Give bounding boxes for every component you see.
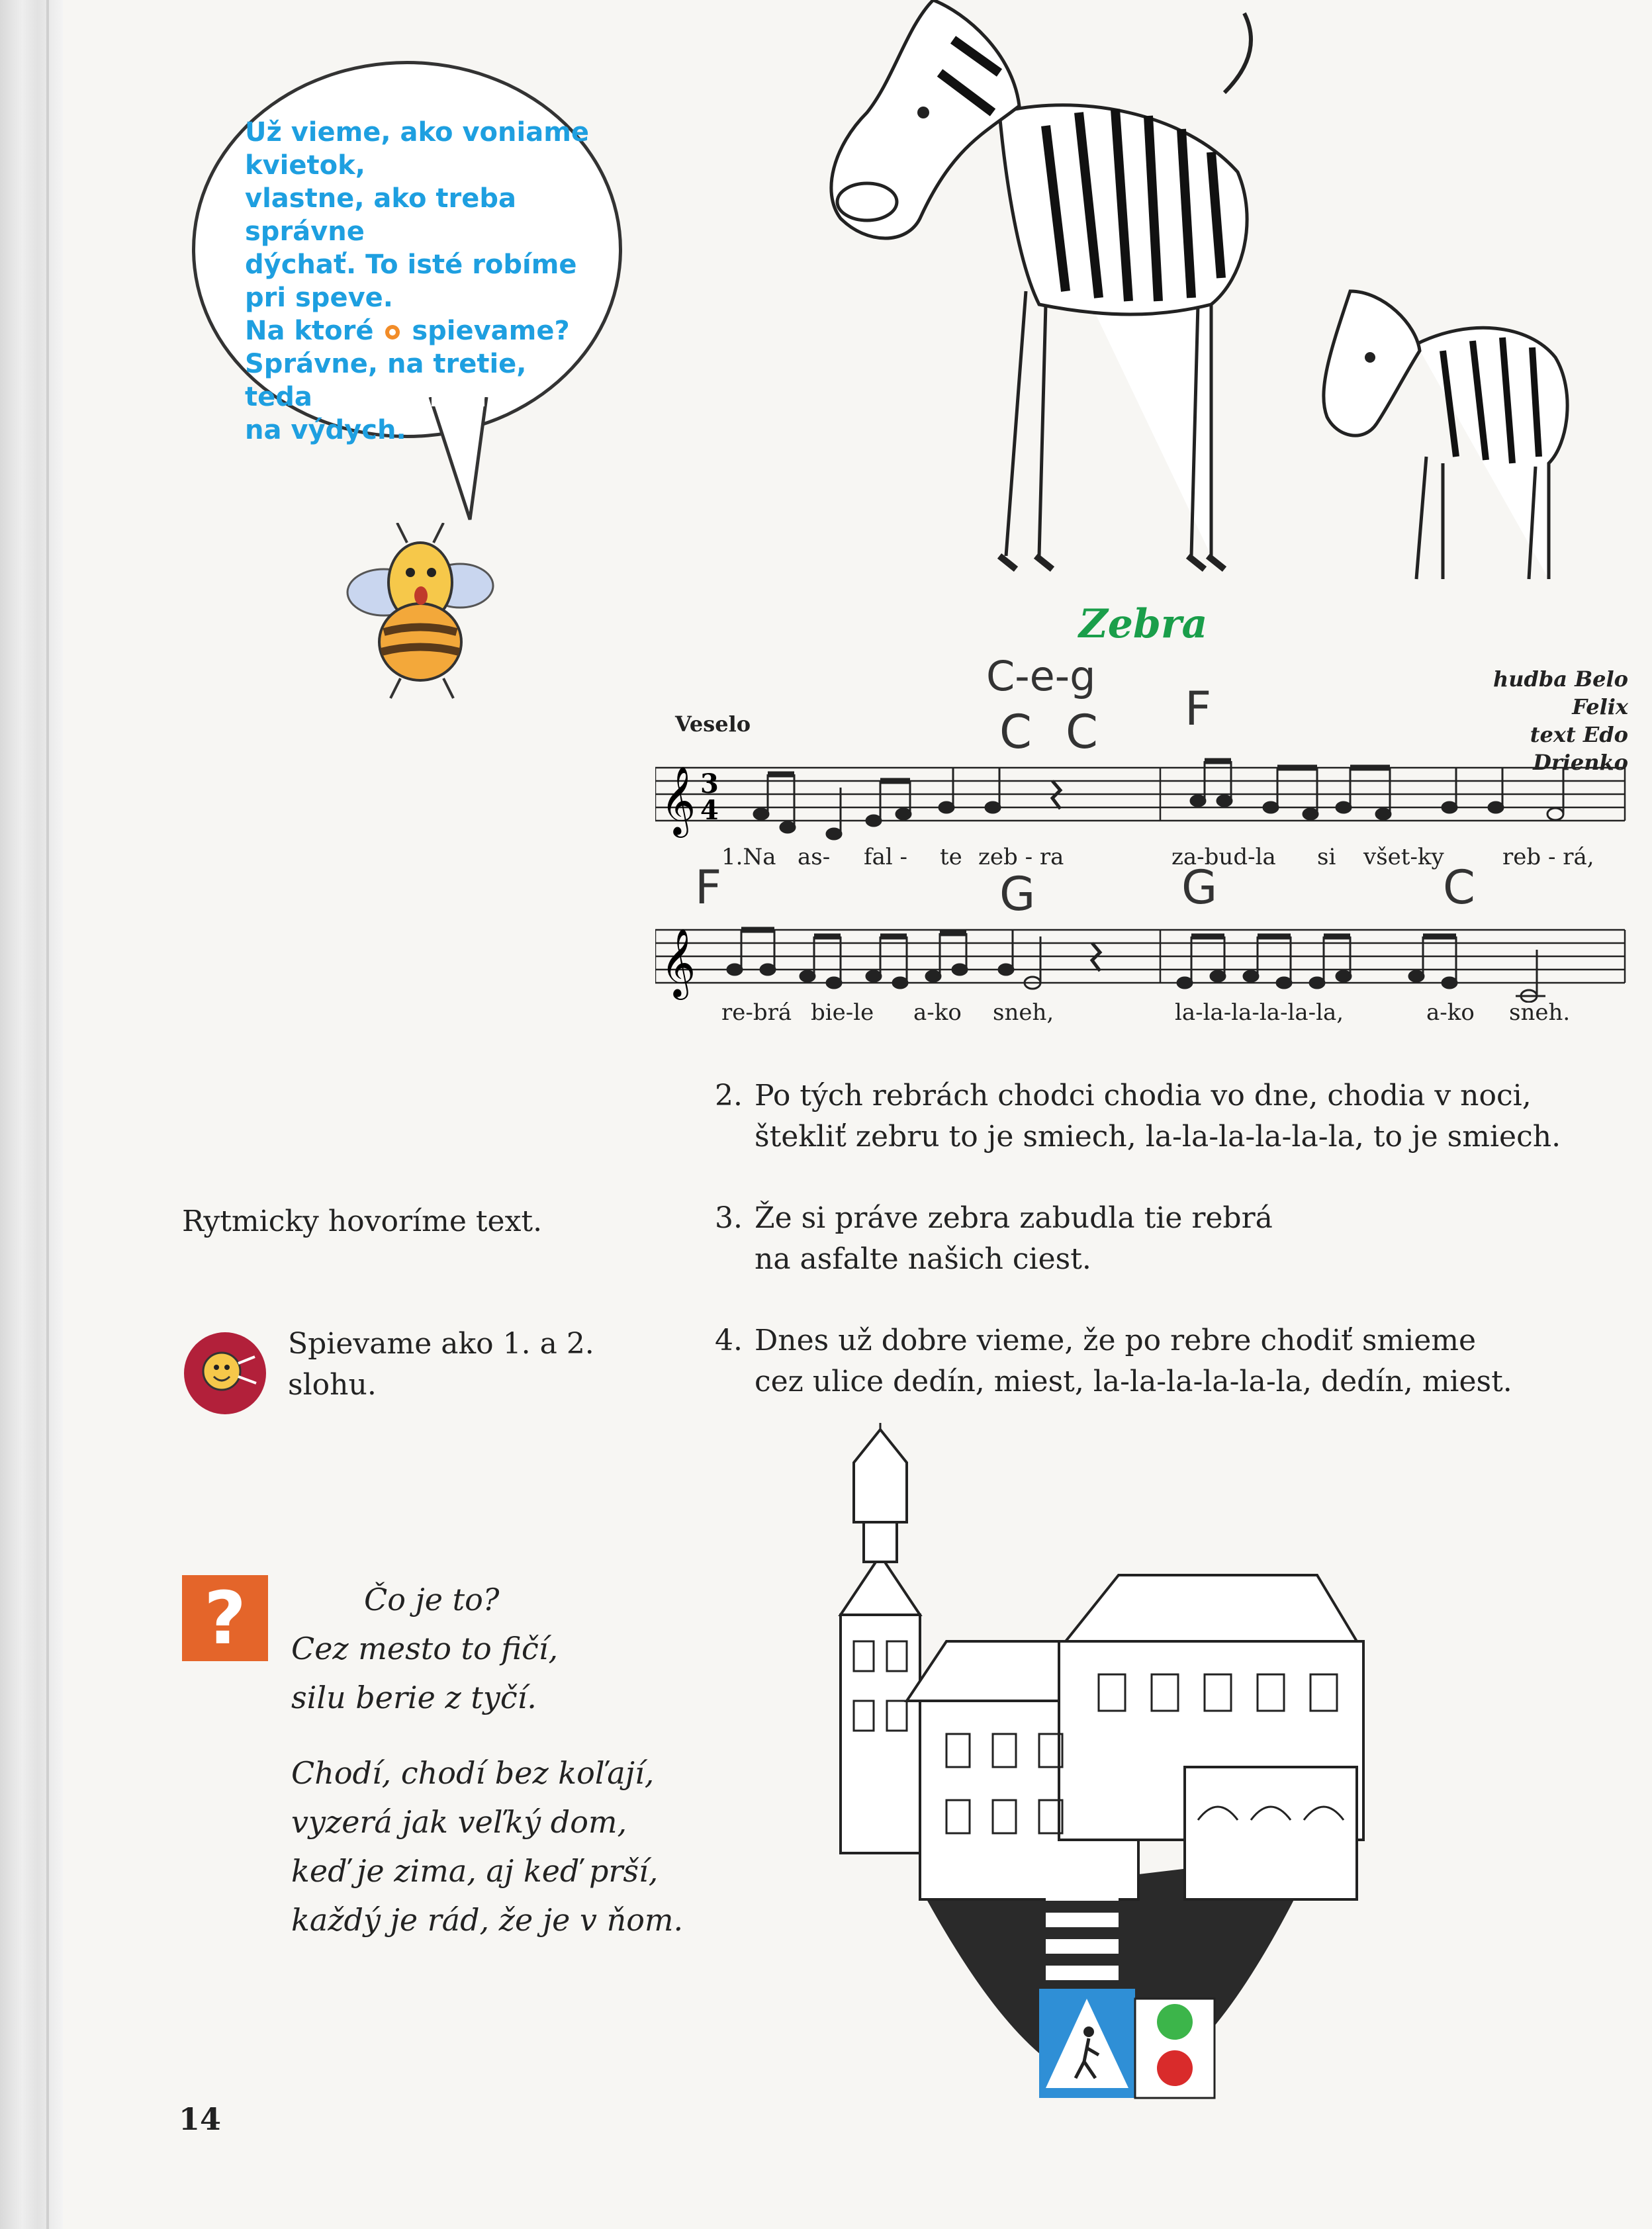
flower-icon xyxy=(383,322,402,342)
lyric: reb - rá, xyxy=(1502,844,1594,870)
bubble-text xyxy=(245,116,589,447)
lyric: 1.Na xyxy=(721,844,776,870)
chord-annotation: G xyxy=(1181,860,1218,915)
lyric: bie-le xyxy=(811,999,874,1026)
verse-line: Že si práve zebra zabudla tie rebrá xyxy=(755,1201,1273,1235)
music-staff-2 xyxy=(655,917,1628,1003)
verse-number: 3. xyxy=(715,1201,743,1235)
verse-line: cez ulice dedín, miest, la-la-la-la-la-la, dedín, miest. xyxy=(755,1365,1512,1398)
riddle-line: vyzerá jak veľký dom, xyxy=(291,1804,627,1840)
bubble-line: Už vieme, ako voniame xyxy=(245,117,589,148)
bubble-line-part: Na ktoré xyxy=(245,316,374,346)
verse-4 xyxy=(715,1320,1512,1402)
bubble-line: na výdych. xyxy=(245,415,406,445)
verse-number: 2. xyxy=(715,1079,743,1113)
zebra-illustration xyxy=(735,0,1397,582)
bubble-line xyxy=(245,314,589,347)
bubble-line: Správne, na tretie, teda xyxy=(245,349,527,412)
lyric: la-la-la-la-la-la, xyxy=(1175,999,1344,1026)
lyric: sneh. xyxy=(1509,999,1571,1026)
chord-annotation: G xyxy=(999,867,1036,921)
lyric: zeb - ra xyxy=(978,844,1064,870)
sing-instruction-line: slohu. xyxy=(288,1368,377,1402)
rhythm-instruction: Rytmicky hovoríme text. xyxy=(182,1205,543,1238)
credit-music: hudba Belo Felix xyxy=(1492,666,1628,719)
riddle-line: Čo je to? xyxy=(364,1582,500,1617)
verse-3 xyxy=(715,1198,1273,1280)
lyric: všet-ky xyxy=(1363,844,1444,870)
lyric: sneh, xyxy=(993,999,1054,1026)
time-signature-top: 3 xyxy=(700,768,719,799)
spine-line xyxy=(46,0,49,2229)
question-mark-icon: ? xyxy=(182,1575,268,1661)
singing-bee-icon xyxy=(182,1330,268,1416)
bubble-line: kvietok, xyxy=(245,150,365,181)
bubble-line: pri speve. xyxy=(245,283,393,313)
bubble-line: dýchať. To isté robíme xyxy=(245,250,577,280)
sing-instruction-line: Spievame ako 1. a 2. xyxy=(288,1327,594,1361)
chord-annotation: C xyxy=(999,705,1032,759)
svg-text:𝄞: 𝄞 xyxy=(661,928,696,997)
verse-line: Po tých rebrách chodci chodia vo dne, chodia v noci, xyxy=(755,1079,1532,1113)
riddle-line: silu berie z tyčí. xyxy=(291,1680,537,1715)
lyric: re-brá xyxy=(721,999,792,1026)
bee-illustration xyxy=(338,523,503,708)
verse-2 xyxy=(715,1075,1561,1158)
small-zebra-illustration xyxy=(1310,278,1602,589)
verse-number: 4. xyxy=(715,1324,743,1357)
lyric: si xyxy=(1317,844,1336,870)
svg-text:𝄞: 𝄞 xyxy=(661,766,696,835)
chord-annotation: C xyxy=(1443,860,1475,915)
town-illustration xyxy=(774,1423,1443,2131)
riddle-line: Cez mesto to fičí, xyxy=(291,1631,559,1666)
page-number: 14 xyxy=(179,2101,222,2137)
chord-annotation: F xyxy=(695,860,722,915)
riddle-text xyxy=(285,1575,683,1944)
verse-line: na asfalte našich ciest. xyxy=(755,1242,1091,1276)
chord-annotation: C-e-g xyxy=(986,652,1096,700)
verse-line: Dnes už dobre vieme, že po rebre chodiť smieme xyxy=(755,1324,1477,1357)
lyric: a-ko xyxy=(913,999,962,1026)
lyric: as- xyxy=(798,844,831,870)
chord-annotation: F xyxy=(1185,682,1212,736)
riddle-line: každý je rád, že je v ňom. xyxy=(291,1902,684,1938)
riddle-line: keď je zima, aj keď prší, xyxy=(291,1853,659,1889)
lyric: fal - xyxy=(864,844,908,870)
lyric: a-ko xyxy=(1426,999,1475,1026)
music-staff-1 xyxy=(655,754,1628,841)
credit-text: text Edo Drienko xyxy=(1530,722,1628,775)
lyric: za-bud-la xyxy=(1171,844,1276,870)
riddle-spacer xyxy=(285,1722,683,1749)
bubble-line-part: spievame? xyxy=(412,316,570,346)
tempo-marking: Veselo xyxy=(675,711,751,737)
time-signature-bottom: 4 xyxy=(700,795,719,826)
song-title: Zebra xyxy=(1079,601,1208,647)
book-spine xyxy=(0,0,63,2229)
sing-instruction xyxy=(288,1324,594,1406)
chord-annotation: C xyxy=(1066,705,1098,759)
lyric: te xyxy=(940,844,962,870)
verse-line: štekliť zebru to je smiech, la-la-la-la-la-la, to je smiech. xyxy=(755,1120,1561,1154)
bubble-line: vlastne, ako treba správne xyxy=(245,183,516,247)
riddle-line: Chodí, chodí bez koľají, xyxy=(291,1755,655,1791)
